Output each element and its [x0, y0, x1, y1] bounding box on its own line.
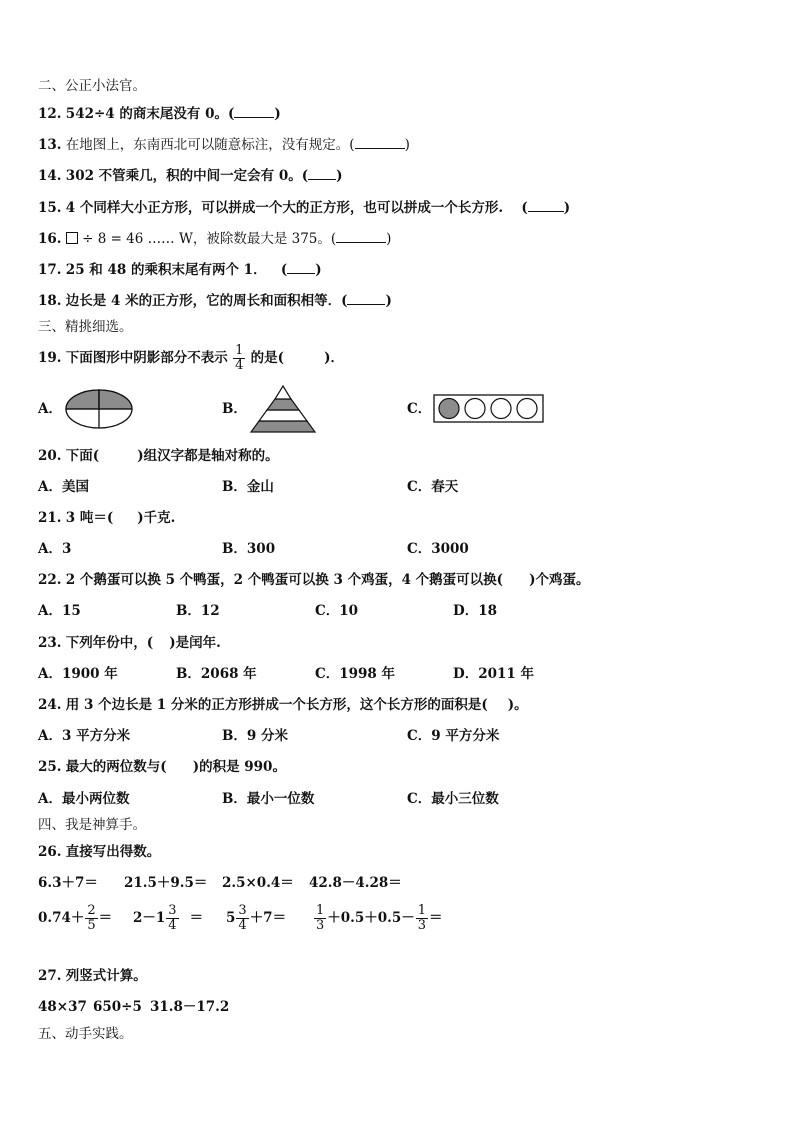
question-26: 26. 直接写出得数。: [38, 844, 161, 860]
section-5-title: 五、动手实践。: [38, 1026, 133, 1042]
section-3-title: 三、精挑细选。: [38, 319, 133, 335]
question-27: 27. 列竖式计算。: [38, 968, 147, 984]
question-13: 13. 在地图上，东南西北可以随意标注，没有规定。( ): [38, 137, 410, 153]
fraction: $\frac{3}{4}$: [238, 903, 247, 933]
expression-4: 42.8－4.28＝: [309, 875, 402, 891]
answer-blank[interactable]: [528, 198, 564, 212]
circle-quarter-shaded-figure: [64, 388, 134, 430]
question-25: 25. 最大的两位数与( )的积是 990。: [38, 759, 286, 775]
question-16: 16. ÷ 8 = 46 …… W，被除数最大是 375。( ): [38, 231, 392, 247]
question-18: 18. 边长是 4 米的正方形，它的周长和面积相等．( ): [38, 293, 392, 309]
expression-7: 5 $\frac{3}{4}$ ＋7＝: [226, 903, 287, 933]
question-22: 22. 2 个鹅蛋可以换 5 个鸭蛋，2 个鸭蛋可以换 3 个鸡蛋，4 个鹅蛋可以换( )个鸡蛋。: [38, 572, 590, 588]
option-c[interactable]: C．10: [315, 603, 359, 619]
question-21: 21. 3 吨＝( )千克.: [38, 510, 176, 526]
question-24: 24. 用 3 个边长是 1 分米的正方形拼成一个长方形，这个长方形的面积是( )。: [38, 697, 528, 713]
option-a[interactable]: A．最小两位数: [38, 791, 130, 807]
vertical-calc-2: 650÷5: [93, 999, 142, 1015]
question-12: 12. 542÷4 的商末尾没有 0。( ): [38, 106, 281, 122]
option-a[interactable]: A．15: [38, 603, 81, 619]
square-placeholder-icon: [66, 232, 78, 244]
question-20: 20. 下面( )组汉字都是轴对称的。: [38, 448, 279, 464]
answer-blank[interactable]: [234, 104, 274, 118]
fraction: $\frac{3}{4}$: [168, 903, 177, 933]
fraction: $\frac{1}{4}$: [235, 343, 244, 373]
option-b[interactable]: B．最小一位数: [222, 791, 315, 807]
section-2-title: 二、公正小法官。: [38, 78, 146, 94]
option-c[interactable]: C．3000: [407, 541, 469, 557]
question-23: 23. 下列年份中，( )是闰年.: [38, 635, 221, 651]
option-c[interactable]: C．春天: [407, 479, 459, 495]
fraction: $\frac{1}{3}$: [316, 903, 325, 933]
answer-blank[interactable]: [336, 229, 386, 243]
expression-5: 0.74＋ $\frac{2}{5}$ ＝: [38, 903, 113, 933]
expression-6: 2－1 $\frac{3}{4}$ ＝: [133, 903, 204, 933]
expression-3: 2.5×0.4＝: [222, 875, 294, 891]
option-b[interactable]: B．300: [222, 541, 276, 557]
question-14: 14. 302 不管乘几，积的中间一定会有 0。( ): [38, 168, 343, 184]
vertical-calc-1: 48×37: [38, 999, 87, 1015]
question-17: 17. 25 和 48 的乘积末尾有两个 1． ( ): [38, 262, 322, 278]
fraction: $\frac{1}{3}$: [417, 903, 427, 933]
answer-blank[interactable]: [355, 135, 405, 149]
section-4-title: 四、我是神算手。: [38, 817, 146, 833]
option-a[interactable]: A．美国: [38, 479, 89, 495]
option-a[interactable]: A．3 平方分米: [38, 728, 131, 744]
option-c[interactable]: C．9 平方分米: [407, 728, 500, 744]
four-circles-figure: [433, 394, 545, 424]
option-c[interactable]: C．: [407, 401, 432, 417]
option-a[interactable]: A．3: [38, 541, 72, 557]
answer-blank[interactable]: [287, 260, 315, 274]
vertical-calc-3: 31.8－17.2: [150, 999, 230, 1015]
expression-2: 21.5＋9.5＝: [124, 875, 208, 891]
triangle-layers-figure: [248, 382, 318, 434]
question-19: 19. 下面图形中阴影部分不表示 $\frac{1}{4}$ 的是( )．: [38, 343, 344, 373]
question-15: 15. 4 个同样大小正方形，可以拼成一个大的正方形，也可以拼成一个长方形. ( ): [38, 200, 571, 216]
option-c[interactable]: C．最小三位数: [407, 791, 499, 807]
option-b[interactable]: B．2068 年: [176, 666, 257, 682]
answer-blank[interactable]: [347, 291, 385, 305]
fraction: $\frac{2}{5}$: [87, 903, 96, 933]
expression-1: 6.3＋7＝: [38, 875, 98, 891]
answer-blank[interactable]: [308, 166, 336, 180]
option-a[interactable]: A．: [38, 401, 62, 417]
option-d[interactable]: D．18: [453, 603, 497, 619]
expression-8: $\frac{1}{3}$ ＋0.5＋0.5－ $\frac{1}{3}$ ＝: [316, 903, 443, 933]
option-c[interactable]: C．1998 年: [315, 666, 396, 682]
option-b[interactable]: B．12: [176, 603, 220, 619]
option-b[interactable]: B．金山: [222, 479, 274, 495]
option-d[interactable]: D．2011 年: [453, 666, 534, 682]
option-a[interactable]: A．1900 年: [38, 666, 118, 682]
option-b[interactable]: B．: [222, 401, 247, 417]
option-b[interactable]: B．9 分米: [222, 728, 289, 744]
